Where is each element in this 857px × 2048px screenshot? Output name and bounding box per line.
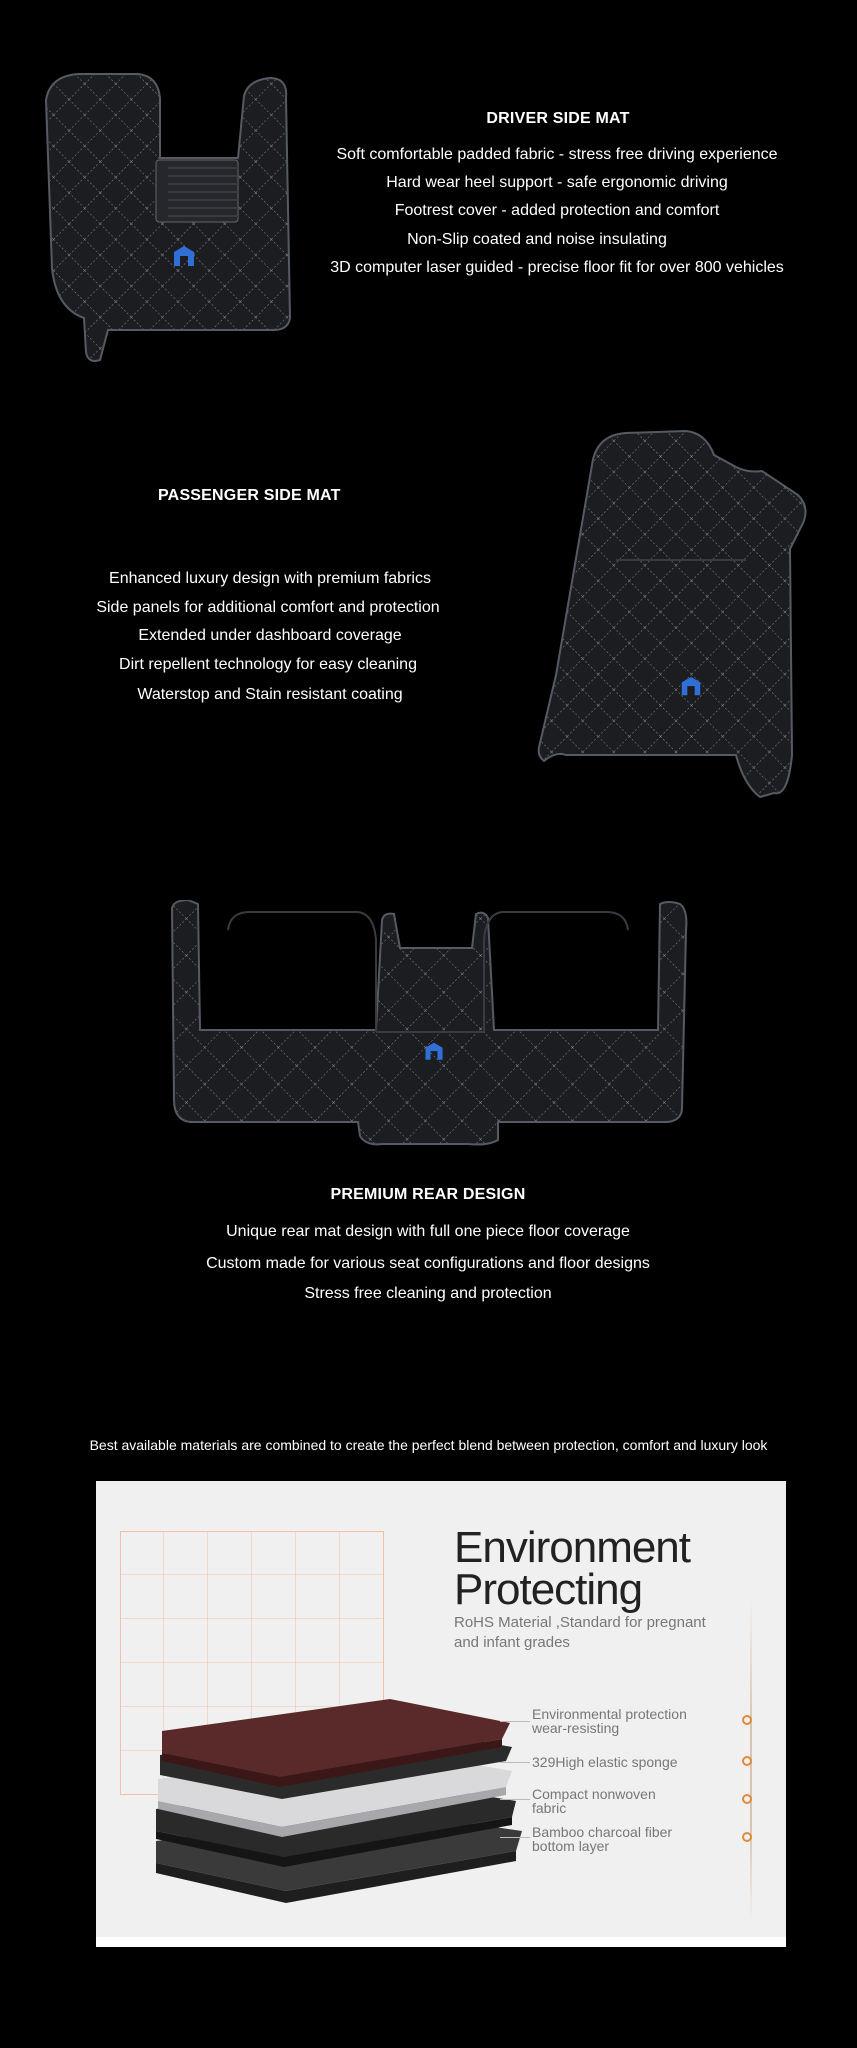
layer-callout <box>532 1707 772 1735</box>
brand-logo-icon <box>678 675 704 699</box>
panel-bottom-strip <box>96 1937 786 1947</box>
layer-label: bottom layer <box>532 1838 610 1854</box>
list-item: Extended under dashboard coverage <box>138 627 402 644</box>
callout-line <box>500 1721 530 1722</box>
callout-line <box>500 1837 530 1838</box>
passenger-mat-image <box>536 425 818 801</box>
env-subtitle-line2: and infant grades <box>454 1634 570 1651</box>
layer-callout <box>532 1825 772 1853</box>
driver-heading: DRIVER SIDE MAT <box>486 110 630 127</box>
callout-dot-icon <box>742 1756 752 1766</box>
list-item: Stress free cleaning and protection <box>304 1285 552 1302</box>
list-item: Waterstop and Stain resistant coating <box>137 686 403 703</box>
list-item: Non-Slip coated and noise insulating <box>407 231 667 248</box>
callout-dot-icon <box>742 1715 752 1725</box>
layers-image <box>156 1691 526 1946</box>
callout-dot-icon <box>742 1794 752 1804</box>
layer-callout <box>532 1787 772 1815</box>
list-item: Soft comfortable padded fabric - stress free driving experience <box>336 146 778 163</box>
env-subtitle-line1: RoHS Material ,Standard for pregnant <box>454 1614 706 1631</box>
layer-label: wear-resisting <box>532 1720 620 1736</box>
list-item: Side panels for additional comfort and protection <box>96 599 440 616</box>
list-item: Hard wear heel support - safe ergonomic driving <box>386 174 728 191</box>
driver-mat-image <box>38 68 333 363</box>
brand-logo-icon <box>170 244 198 270</box>
list-item: Custom made for various seat configurations and floor designs <box>206 1255 650 1272</box>
brand-logo-icon <box>422 1040 446 1064</box>
list-item: 3D computer laser guided - precise floor fit for over 800 vehicles <box>330 259 784 276</box>
passenger-heading: PASSENGER SIDE MAT <box>158 487 341 504</box>
environment-panel <box>96 1481 786 1947</box>
layer-label: Bamboo charcoal fiber <box>532 1824 673 1840</box>
list-item: Dirt repellent technology for easy cleaning <box>119 656 417 673</box>
layer-label: Compact nonwoven <box>532 1786 656 1802</box>
callout-line <box>500 1799 530 1800</box>
rear-mat-image <box>168 900 690 1148</box>
layer-label: fabric <box>532 1800 567 1816</box>
rear-heading: PREMIUM REAR DESIGN <box>330 1186 526 1203</box>
callout-dot-icon <box>742 1832 752 1842</box>
layer-label: 329High elastic sponge <box>532 1754 678 1770</box>
list-item: Unique rear mat design with full one piece floor coverage <box>226 1223 630 1240</box>
list-item: Enhanced luxury design with premium fabrics <box>109 570 431 587</box>
materials-caption: Best available materials are combined to create the perfect blend between protection, comfort and luxury look <box>89 1437 768 1453</box>
env-title-line1: Environment <box>454 1523 691 1572</box>
env-title-line2: Protecting <box>454 1565 643 1614</box>
layer-label: Environmental protection <box>532 1706 687 1722</box>
layer-callout <box>532 1755 772 1769</box>
list-item: Footrest cover - added protection and comfort <box>394 202 720 219</box>
callout-line <box>500 1762 530 1763</box>
